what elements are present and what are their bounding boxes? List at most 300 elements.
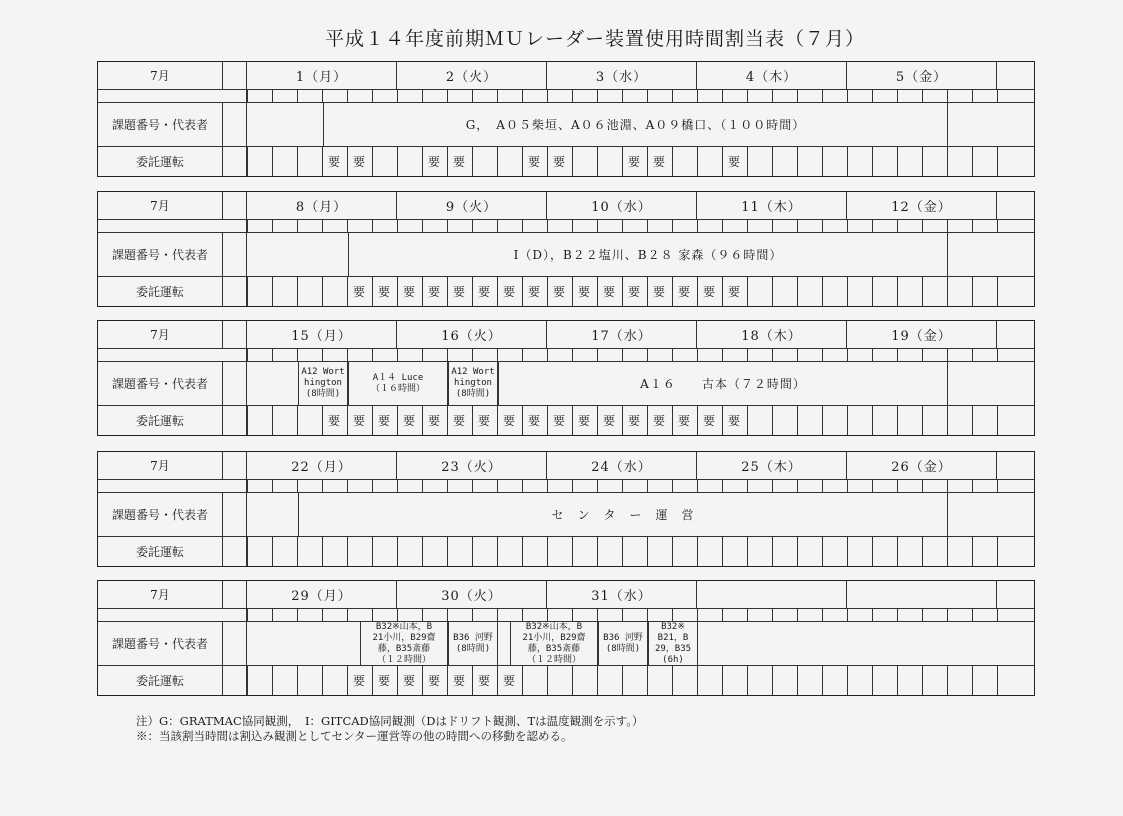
itaku-label: 委託運転 xyxy=(98,277,223,306)
tick-mark xyxy=(772,609,773,621)
tick-mark xyxy=(672,90,673,102)
tick-mark xyxy=(347,349,348,361)
time-tick-row xyxy=(98,480,1034,493)
allocation-line: B36 河野 xyxy=(603,632,643,643)
required-mark: 要 xyxy=(377,674,390,688)
grid-line xyxy=(997,277,998,306)
grid-line xyxy=(247,666,248,695)
time-tick-row xyxy=(98,220,1034,233)
allocation-line: B32※ xyxy=(661,621,685,632)
tick-mark xyxy=(447,220,448,232)
itaku-row xyxy=(98,277,1034,306)
required-mark: 要 xyxy=(552,414,565,428)
allocation-line: B21，B xyxy=(657,632,689,643)
grid-line xyxy=(822,537,823,566)
grid-line xyxy=(872,277,873,306)
tick-mark xyxy=(397,349,398,361)
grid-line xyxy=(872,537,873,566)
tick-mark xyxy=(547,220,548,232)
grid-line xyxy=(572,537,573,566)
project-label: 課題番号・代表者 xyxy=(98,622,223,665)
required-mark: 要 xyxy=(677,414,690,428)
time-tick-row xyxy=(98,90,1034,103)
tick-mark xyxy=(622,609,623,621)
required-mark: 要 xyxy=(652,414,665,428)
tick-mark xyxy=(922,220,923,232)
itaku-label: 委託運転 xyxy=(98,147,223,176)
tick-mark xyxy=(922,90,923,102)
grid-line xyxy=(997,666,998,695)
grid-line xyxy=(322,277,323,306)
tick-mark xyxy=(947,220,948,232)
allocation-line: (8時間) xyxy=(605,643,641,654)
tick-mark xyxy=(797,349,798,361)
required-mark: 要 xyxy=(427,674,440,688)
tick-mark xyxy=(722,480,723,492)
tick-mark xyxy=(747,609,748,621)
project-label: 課題番号・代表者 xyxy=(98,103,223,146)
grid-line xyxy=(297,147,298,176)
week-block-5 xyxy=(97,580,1035,696)
day-header-3: 31（水） xyxy=(547,581,697,608)
tick-mark xyxy=(997,609,998,621)
tick-mark xyxy=(347,90,348,102)
grid-line xyxy=(872,406,873,435)
spacer-cell xyxy=(223,103,247,146)
day-header-4 xyxy=(697,581,847,608)
grid-line xyxy=(622,666,623,695)
footnotes xyxy=(136,714,644,744)
footnote-1: 注）G：GRATMAC協同観測， I：GITCAD協同観測（Dはドリフト観測、Tは温度観測を示す。） xyxy=(136,714,644,728)
required-mark: 要 xyxy=(727,414,740,428)
grid-line xyxy=(722,537,723,566)
required-mark: 要 xyxy=(352,674,365,688)
required-mark: 要 xyxy=(402,674,415,688)
project-label: 課題番号・代表者 xyxy=(98,493,223,536)
grid-line xyxy=(922,147,923,176)
day-header-1: 15（月） xyxy=(247,321,397,348)
grid-line xyxy=(247,147,248,176)
day-header-2: 23（火） xyxy=(397,452,547,479)
tick-mark xyxy=(797,220,798,232)
week-header-row xyxy=(98,321,1034,349)
day-header-1: 29（月） xyxy=(247,581,397,608)
tick-mark xyxy=(372,480,373,492)
tick-mark xyxy=(697,220,698,232)
day-header-5: 12（金） xyxy=(847,192,997,219)
tick-mark xyxy=(422,609,423,621)
grid-line xyxy=(997,406,998,435)
tick-mark xyxy=(597,609,598,621)
allocation-band xyxy=(360,622,448,665)
tick-mark xyxy=(397,609,398,621)
grid-line xyxy=(497,147,498,176)
day-header-4: 11（木） xyxy=(697,192,847,219)
tick-mark xyxy=(597,349,598,361)
allocation-line: A12 Wort xyxy=(301,367,345,377)
required-mark: 要 xyxy=(402,285,415,299)
tick-mark xyxy=(622,220,623,232)
grid-line xyxy=(422,537,423,566)
required-mark: 要 xyxy=(452,674,465,688)
day-header-3: 24（水） xyxy=(547,452,697,479)
grid-line xyxy=(872,666,873,695)
tick-mark xyxy=(422,349,423,361)
grid-line xyxy=(972,147,973,176)
required-mark: 要 xyxy=(352,155,365,169)
tick-mark xyxy=(872,480,873,492)
project-row xyxy=(98,362,1034,406)
tick-mark xyxy=(697,480,698,492)
day-header-2: 16（火） xyxy=(397,321,547,348)
grid-line xyxy=(847,147,848,176)
allocation-band: セ ン タ ー 運 営 xyxy=(298,493,948,536)
tick-mark xyxy=(972,609,973,621)
day-header-5: 19（金） xyxy=(847,321,997,348)
grid-line xyxy=(272,666,273,695)
day-header-1: 8（月） xyxy=(247,192,397,219)
grid-line xyxy=(647,666,648,695)
allocation-line: B36 河野 xyxy=(453,632,493,643)
tick-mark xyxy=(672,220,673,232)
tick-mark xyxy=(247,349,248,361)
tick-mark xyxy=(422,90,423,102)
required-mark: 要 xyxy=(427,414,440,428)
tick-mark xyxy=(422,220,423,232)
tick-mark xyxy=(322,220,323,232)
allocation-line: hington xyxy=(304,378,342,388)
allocation-line: 21小川，B29齋 xyxy=(522,632,586,643)
grid-line xyxy=(972,666,973,695)
tick-mark xyxy=(297,90,298,102)
tick-mark xyxy=(772,220,773,232)
tick-mark xyxy=(997,480,998,492)
allocation-line: hington xyxy=(454,378,492,388)
tick-mark xyxy=(347,609,348,621)
tick-mark xyxy=(397,220,398,232)
grid-line xyxy=(822,147,823,176)
allocation-band xyxy=(448,362,498,405)
spacer-cell xyxy=(223,622,247,665)
tick-mark xyxy=(997,90,998,102)
tick-mark xyxy=(947,609,948,621)
tick-mark xyxy=(847,90,848,102)
required-mark: 要 xyxy=(602,285,615,299)
tick-mark xyxy=(772,90,773,102)
spacer-cell xyxy=(223,493,247,536)
tick-mark xyxy=(297,480,298,492)
tick-mark xyxy=(497,480,498,492)
required-mark: 要 xyxy=(502,285,515,299)
tick-mark xyxy=(647,609,648,621)
allocation-band: G， A０５柴垣、A０６池淵、A０９橋口、（１００時間） xyxy=(323,103,948,146)
grid-line xyxy=(297,277,298,306)
grid-line xyxy=(797,666,798,695)
day-header-4: 25（木） xyxy=(697,452,847,479)
itaku-label: 委託運転 xyxy=(98,666,223,695)
required-mark: 要 xyxy=(402,414,415,428)
required-mark: 要 xyxy=(352,414,365,428)
allocation-line: B32※山本，B xyxy=(375,621,433,632)
project-label: 課題番号・代表者 xyxy=(98,233,223,276)
tick-mark xyxy=(822,480,823,492)
day-header-3: 10（水） xyxy=(547,192,697,219)
spacer-cell xyxy=(223,666,247,695)
grid-line xyxy=(972,537,973,566)
tick-mark xyxy=(347,480,348,492)
grid-line xyxy=(797,277,798,306)
tick-mark xyxy=(772,480,773,492)
allocation-band xyxy=(510,622,598,665)
tick-mark xyxy=(647,480,648,492)
spacer-cell xyxy=(223,480,247,492)
allocation-band xyxy=(648,622,698,665)
tick-mark xyxy=(472,480,473,492)
allocation-line: (8時間) xyxy=(455,389,491,399)
spacer-cell xyxy=(223,406,247,435)
tick-mark xyxy=(247,90,248,102)
allocation-band xyxy=(298,362,348,405)
tail-cell xyxy=(997,62,1034,89)
itaku-label: 委託運転 xyxy=(98,406,223,435)
required-mark: 要 xyxy=(577,414,590,428)
grid-line xyxy=(747,537,748,566)
grid-line xyxy=(947,406,948,435)
spacer-cell xyxy=(223,147,247,176)
tick-mark xyxy=(347,220,348,232)
tick-mark xyxy=(272,220,273,232)
required-mark: 要 xyxy=(727,285,740,299)
grid-line xyxy=(922,537,923,566)
tick-mark xyxy=(272,609,273,621)
tick-mark xyxy=(922,349,923,361)
grid-line xyxy=(997,537,998,566)
tick-mark xyxy=(822,349,823,361)
tick-mark xyxy=(522,349,523,361)
tail-cell xyxy=(997,452,1034,479)
grid-line xyxy=(697,666,698,695)
grid-line xyxy=(847,537,848,566)
itaku-row xyxy=(98,147,1034,176)
required-mark: 要 xyxy=(377,285,390,299)
grid-line xyxy=(297,666,298,695)
spacer-cell xyxy=(223,321,247,348)
grid-line xyxy=(297,537,298,566)
tick-mark xyxy=(697,609,698,621)
tick-mark xyxy=(297,349,298,361)
spacer-cell xyxy=(223,277,247,306)
required-mark: 要 xyxy=(552,155,565,169)
required-mark: 要 xyxy=(552,285,565,299)
grid-line xyxy=(297,406,298,435)
grid-line xyxy=(397,147,398,176)
grid-line xyxy=(797,537,798,566)
tick-mark xyxy=(997,349,998,361)
month-label: 7月 xyxy=(98,452,223,479)
tick-mark xyxy=(872,90,873,102)
tick-mark xyxy=(497,90,498,102)
month-label: 7月 xyxy=(98,581,223,608)
required-mark: 要 xyxy=(677,285,690,299)
day-header-2: 9（火） xyxy=(397,192,547,219)
grid-line xyxy=(772,147,773,176)
required-mark: 要 xyxy=(477,414,490,428)
grid-line xyxy=(372,537,373,566)
grid-line xyxy=(847,666,848,695)
day-header-3: 17（水） xyxy=(547,321,697,348)
tick-mark xyxy=(322,349,323,361)
day-header-4: 4（木） xyxy=(697,62,847,89)
allocation-band xyxy=(598,622,648,665)
tick-mark xyxy=(572,609,573,621)
tail-cell xyxy=(997,192,1034,219)
day-header-2: 30（火） xyxy=(397,581,547,608)
tick-mark xyxy=(447,90,448,102)
grid-line xyxy=(922,666,923,695)
allocation-line: A１４ Luce xyxy=(372,372,424,383)
tick-mark xyxy=(897,349,898,361)
grid-line xyxy=(822,277,823,306)
tail-cell xyxy=(997,581,1034,608)
spacer-cell xyxy=(223,609,247,621)
week-header-row xyxy=(98,452,1034,480)
allocation-line: (8時間) xyxy=(305,389,341,399)
grid-line xyxy=(322,666,323,695)
grid-line xyxy=(972,406,973,435)
tick-mark xyxy=(972,220,973,232)
day-header-5: 26（金） xyxy=(847,452,997,479)
week-header-row xyxy=(98,62,1034,90)
tick-mark xyxy=(297,609,298,621)
tick-mark xyxy=(547,609,548,621)
required-mark: 要 xyxy=(452,285,465,299)
required-mark: 要 xyxy=(327,414,340,428)
spacer-cell xyxy=(223,581,247,608)
tick-mark xyxy=(722,349,723,361)
required-mark: 要 xyxy=(627,155,640,169)
required-mark: 要 xyxy=(477,674,490,688)
tail-cell xyxy=(997,321,1034,348)
grid-line xyxy=(897,537,898,566)
allocation-line: 藤，B35斎藤 xyxy=(377,643,431,654)
itaku-row xyxy=(98,666,1034,695)
grid-line xyxy=(697,537,698,566)
tick-mark xyxy=(847,480,848,492)
allocation-line: 21小川，B29齋 xyxy=(372,632,436,643)
grid-line xyxy=(897,147,898,176)
tick-mark xyxy=(997,220,998,232)
tick-mark xyxy=(497,609,498,621)
required-mark: 要 xyxy=(327,155,340,169)
week-header-row xyxy=(98,192,1034,220)
spacer-cell xyxy=(223,192,247,219)
tick-mark xyxy=(322,609,323,621)
grid-line xyxy=(472,537,473,566)
allocation-line: B32※山本，B xyxy=(525,621,583,632)
required-mark: 要 xyxy=(727,155,740,169)
spacer-cell xyxy=(223,349,247,361)
required-mark: 要 xyxy=(627,414,640,428)
grid-line xyxy=(897,277,898,306)
grid-line xyxy=(922,277,923,306)
project-row xyxy=(98,622,1034,666)
tick-mark xyxy=(497,349,498,361)
tick-mark xyxy=(547,480,548,492)
tick-mark xyxy=(972,349,973,361)
tick-mark xyxy=(822,220,823,232)
allocation-band: A１６ 古本（７２時間） xyxy=(498,362,948,405)
tick-mark xyxy=(272,480,273,492)
required-mark: 要 xyxy=(652,285,665,299)
tick-mark xyxy=(447,480,448,492)
allocation-line: （１２時間） xyxy=(376,654,431,665)
tick-mark xyxy=(297,220,298,232)
tick-mark xyxy=(272,349,273,361)
grid-line xyxy=(947,537,948,566)
allocation-line: (6h) xyxy=(662,654,684,665)
day-header-2: 2（火） xyxy=(397,62,547,89)
required-mark: 要 xyxy=(377,414,390,428)
tick-mark xyxy=(847,220,848,232)
tick-mark xyxy=(947,349,948,361)
grid-line xyxy=(397,537,398,566)
allocation-band: I（D），B２２塩川、B２８ 家森（９６時間） xyxy=(348,233,948,276)
spacer-cell xyxy=(223,362,247,405)
required-mark: 要 xyxy=(527,155,540,169)
tick-mark xyxy=(272,90,273,102)
tick-mark xyxy=(522,480,523,492)
allocation-line: A12 Wort xyxy=(451,367,495,377)
tick-mark xyxy=(747,220,748,232)
spacer-cell xyxy=(223,537,247,566)
tick-mark xyxy=(872,220,873,232)
grid-line xyxy=(272,537,273,566)
grid-line xyxy=(672,537,673,566)
tick-mark xyxy=(947,90,948,102)
required-mark: 要 xyxy=(427,285,440,299)
grid-line xyxy=(647,537,648,566)
grid-line xyxy=(922,406,923,435)
week-block-3 xyxy=(97,320,1035,436)
tick-mark xyxy=(622,480,623,492)
grid-line xyxy=(347,537,348,566)
tick-mark xyxy=(472,609,473,621)
tick-mark xyxy=(672,609,673,621)
tick-mark xyxy=(497,220,498,232)
tick-mark xyxy=(897,480,898,492)
required-mark: 要 xyxy=(702,414,715,428)
tick-mark xyxy=(597,90,598,102)
tick-mark xyxy=(972,90,973,102)
grid-line xyxy=(947,666,948,695)
grid-line xyxy=(247,277,248,306)
grid-line xyxy=(822,666,823,695)
tick-mark xyxy=(797,480,798,492)
tick-mark xyxy=(547,349,548,361)
grid-line xyxy=(547,666,548,695)
page-title: 平成１４年度前期ＭＵレーダー装置使用時間割当表（７月） xyxy=(324,28,865,50)
tick-mark xyxy=(372,609,373,621)
grid-line xyxy=(772,277,773,306)
grid-line xyxy=(972,277,973,306)
tick-mark xyxy=(547,90,548,102)
grid-line xyxy=(247,406,248,435)
spacer-cell xyxy=(223,90,247,102)
project-row xyxy=(98,233,1034,277)
tick-mark xyxy=(847,349,848,361)
month-label: 7月 xyxy=(98,62,223,89)
tick-mark xyxy=(972,480,973,492)
